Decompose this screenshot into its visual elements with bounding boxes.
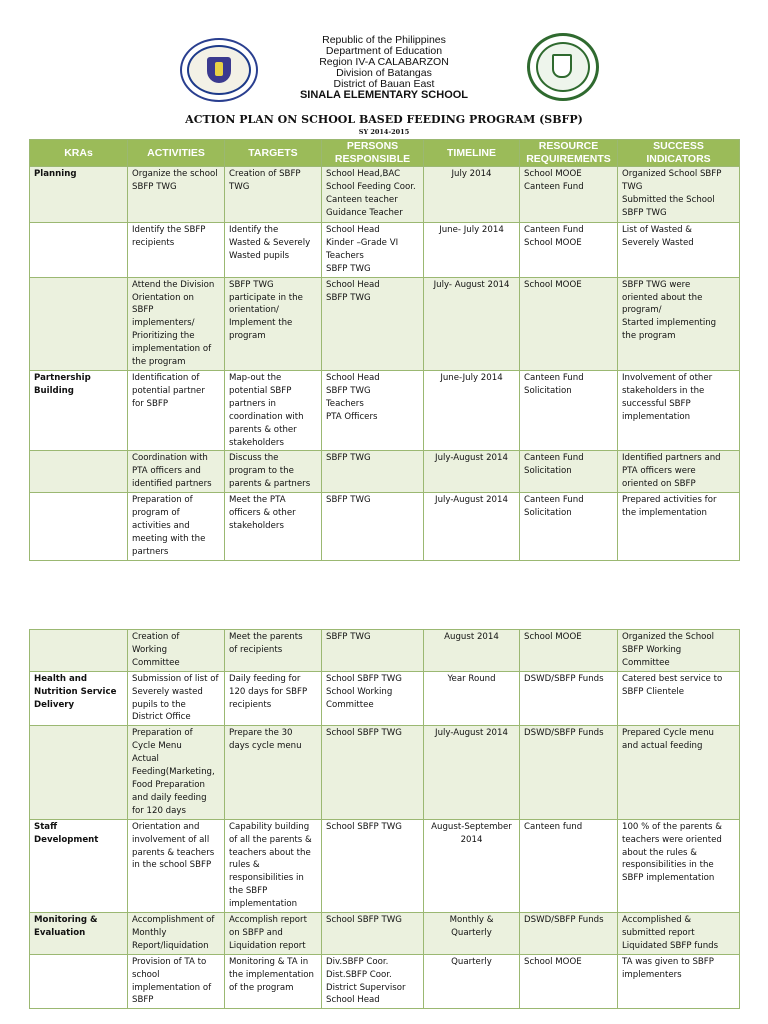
indicators-cell: Organized the School SBFP Working Committee [618, 630, 740, 672]
table-row [30, 451, 740, 493]
kra-cell: Partnership Building [30, 370, 128, 450]
table-row [30, 277, 740, 370]
persons-cell: School Head,BAC School Feeding Coor. Canteen teacher Guidance Teacher [322, 167, 424, 223]
kra-cell [30, 954, 128, 1009]
timeline-cell: July- August 2014 [424, 277, 520, 370]
indicators-cell: Prepared activities for the implementation [618, 493, 740, 561]
col-header-activities: ACTIVITIES [128, 140, 225, 167]
activity-cell: Creation of Working Committee [128, 630, 225, 672]
persons-cell: Div.SBFP Coor. Dist.SBFP Coor. District Supervisor School Head [322, 954, 424, 1009]
activity-cell: Preparation of program of activities and meeting with the partners [128, 493, 225, 561]
document-header [0, 0, 768, 136]
kra-cell: Health and Nutrition Service Delivery [30, 671, 128, 726]
resources-cell: Canteen Fund School MOOE [520, 223, 618, 278]
target-cell: Discuss the program to the parents & partners [225, 451, 322, 493]
table-header-row [30, 140, 740, 167]
table-row [30, 493, 740, 561]
action-plan-table [29, 139, 740, 561]
resources-cell: Canteen Fund Solicitation [520, 370, 618, 450]
indicators-cell: Catered best service to SBFP Clientele [618, 671, 740, 726]
table-row [30, 370, 740, 450]
timeline-cell: Year Round [424, 671, 520, 726]
header-line-division: Division of Batangas [336, 67, 432, 79]
timeline-cell: July-August 2014 [424, 493, 520, 561]
activity-cell: Attend the Division Orientation on SBFP implementers/ Prioritizing the implementation of the program [128, 277, 225, 370]
indicators-cell: Involvement of other stakeholders in the successful SBFP implementation [618, 370, 740, 450]
timeline-cell: Monthly & Quarterly [424, 913, 520, 955]
persons-cell: School Head SBFP TWG Teachers PTA Officers [322, 370, 424, 450]
target-cell: Identify the Wasted & Severely Wasted pupils [225, 223, 322, 278]
activity-cell: Provision of TA to school implementation of SBFP [128, 954, 225, 1009]
col-header-resources: RESOURCE REQUIREMENTS [520, 140, 618, 167]
indicators-cell: SBFP TWG were oriented about the program/ Started implementing the program [618, 277, 740, 370]
kra-cell: Monitoring & Evaluation [30, 913, 128, 955]
kra-cell [30, 451, 128, 493]
target-cell: Prepare the 30 days cycle menu [225, 726, 322, 819]
activity-cell: Coordination with PTA officers and identified partners [128, 451, 225, 493]
persons-cell: School SBFP TWG [322, 819, 424, 912]
activity-cell: Accomplishment of Monthly Report/liquidation [128, 913, 225, 955]
activity-cell: Orientation and involvement of all parents & teachers in the school SBFP [128, 819, 225, 912]
indicators-cell: Prepared Cycle menu and actual feeding [618, 726, 740, 819]
kra-cell: Planning [30, 167, 128, 223]
timeline-cell: August 2014 [424, 630, 520, 672]
indicators-cell: 100 % of the parents & teachers were oriented about the rules & responsibilities in the SBFP implementation [618, 819, 740, 912]
target-cell: Meet the PTA officers & other stakeholders [225, 493, 322, 561]
target-cell: Monitoring & TA in the implementation of the program [225, 954, 322, 1009]
persons-cell: School SBFP TWG School Working Committee [322, 671, 424, 726]
table-row [30, 954, 740, 1009]
target-cell: Accomplish report on SBFP and Liquidation report [225, 913, 322, 955]
timeline-cell: July 2014 [424, 167, 520, 223]
timeline-cell: June-July 2014 [424, 370, 520, 450]
timeline-cell: July-August 2014 [424, 726, 520, 819]
header-line-district: District of Bauan East [333, 78, 435, 90]
activity-cell: Identify the SBFP recipients [128, 223, 225, 278]
resources-cell: DSWD/SBFP Funds [520, 726, 618, 819]
header-line-department: Department of Education [325, 45, 443, 57]
persons-cell: SBFP TWG [322, 630, 424, 672]
indicators-cell: Accomplished & submitted report Liquidated SBFP funds [618, 913, 740, 955]
table-row [30, 167, 740, 223]
resources-cell: School MOOE [520, 277, 618, 370]
target-cell: Meet the parents of recipients [225, 630, 322, 672]
resources-cell: Canteen fund [520, 819, 618, 912]
activity-cell: Preparation of Cycle Menu Actual Feeding(Marketing, Food Preparation and daily feeding for 120 days [128, 726, 225, 819]
indicators-cell: TA was given to SBFP implementers [618, 954, 740, 1009]
persons-cell: School SBFP TWG [322, 726, 424, 819]
kra-cell [30, 277, 128, 370]
persons-cell: School SBFP TWG [322, 913, 424, 955]
persons-cell: School Head SBFP TWG [322, 277, 424, 370]
timeline-cell: June- July 2014 [424, 223, 520, 278]
target-cell: Creation of SBFP TWG [225, 167, 322, 223]
indicators-cell: Identified partners and PTA officers were oriented on SBFP [618, 451, 740, 493]
target-cell: Daily feeding for 120 days for SBFP recipients [225, 671, 322, 726]
resources-cell: Canteen Fund Solicitation [520, 451, 618, 493]
indicators-cell: Organized School SBFP TWG Submitted the School SBFP TWG [618, 167, 740, 223]
timeline-cell: July-August 2014 [424, 451, 520, 493]
table-row [30, 630, 740, 672]
kra-cell [30, 726, 128, 819]
resources-cell: School MOOE [520, 630, 618, 672]
school-name: SINALA ELEMENTARY SCHOOL [299, 89, 469, 101]
indicators-cell: List of Wasted & Severely Wasted [618, 223, 740, 278]
header-line-region: Region IV-A CALABARZON [319, 56, 449, 68]
activity-cell: Identification of potential partner for SBFP [128, 370, 225, 450]
col-header-timeline: TIMELINE [424, 140, 520, 167]
timeline-cell: August-September 2014 [424, 819, 520, 912]
activity-cell: Submission of list of Severely wasted pupils to the District Office [128, 671, 225, 726]
resources-cell: Canteen Fund Solicitation [520, 493, 618, 561]
timeline-cell: Quarterly [424, 954, 520, 1009]
resources-cell: School MOOE Canteen Fund [520, 167, 618, 223]
resources-cell: DSWD/SBFP Funds [520, 913, 618, 955]
resources-cell: School MOOE [520, 954, 618, 1009]
persons-cell: SBFP TWG [322, 451, 424, 493]
table-row [30, 819, 740, 912]
col-header-kras: KRAs [30, 140, 128, 167]
col-header-targets: TARGETS [225, 140, 322, 167]
persons-cell: SBFP TWG [322, 493, 424, 561]
col-header-indicators: SUCCESS INDICATORS [618, 140, 740, 167]
kra-cell [30, 493, 128, 561]
target-cell: SBFP TWG participate in the orientation/ Implement the program [225, 277, 322, 370]
kra-cell: Staff Development [30, 819, 128, 912]
resources-cell: DSWD/SBFP Funds [520, 671, 618, 726]
page-title: ACTION PLAN ON SCHOOL BASED FEEDING PROGRAM (SBFP) [185, 113, 583, 126]
target-cell: Map-out the potential SBFP partners in coordination with parents & other stakeholders [225, 370, 322, 450]
table-row [30, 671, 740, 726]
col-header-persons: PERSONS RESPONSIBLE [322, 140, 424, 167]
action-plan-table-continued [29, 629, 740, 1009]
target-cell: Capability building of all the parents & teachers about the rules & responsibilities in the SBFP implementation [225, 819, 322, 912]
school-year: SY 2014-2015 [358, 128, 410, 136]
kra-cell [30, 223, 128, 278]
table-row [30, 726, 740, 819]
kra-cell [30, 630, 128, 672]
table-row [30, 223, 740, 278]
activity-cell: Organize the school SBFP TWG [128, 167, 225, 223]
table-row [30, 913, 740, 955]
header-line-republic: Republic of the Philippines [322, 34, 446, 46]
persons-cell: School Head Kinder –Grade VI Teachers SBFP TWG [322, 223, 424, 278]
